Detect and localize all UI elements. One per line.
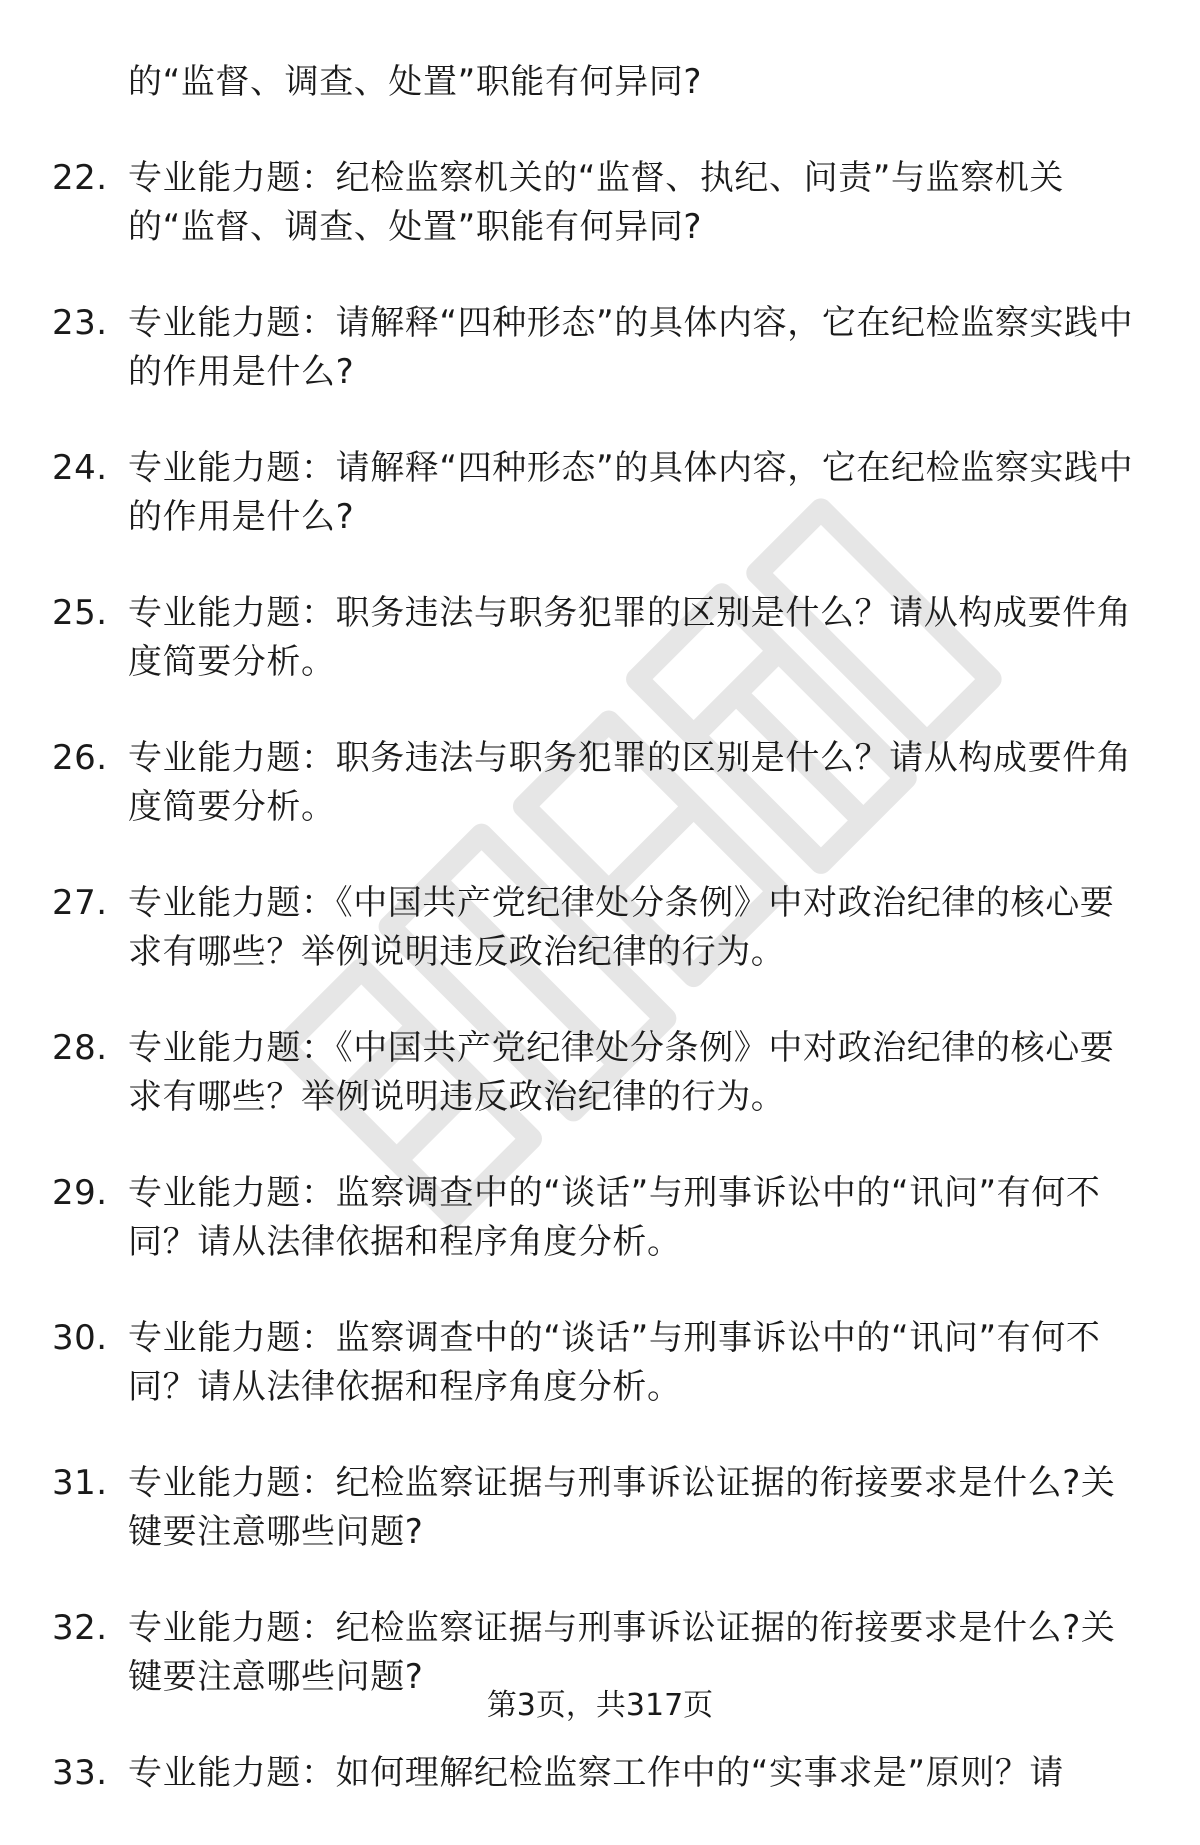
question-text: 的“监督、调查、处置”职能有何异同? — [128, 62, 703, 102]
question-text: 专业能力题：纪检监察机关的“监督、执纪、问责”与监察机关的“监督、调查、处置”职能有何异同? — [128, 158, 1065, 247]
question-item — [0, 1459, 1200, 1557]
question-text: 专业能力题：职务违法与职务犯罪的区别是什么？请从构成要件角度简要分析。 — [128, 738, 1132, 827]
question-item — [0, 154, 1200, 252]
question-item — [0, 1024, 1200, 1122]
question-number: 22. — [52, 158, 108, 198]
question-text: 专业能力题：职务违法与职务犯罪的区别是什么？请从构成要件角度简要分析。 — [128, 593, 1132, 682]
question-number: 29. — [52, 1173, 108, 1213]
question-text: 专业能力题：请解释“四种形态”的具体内容，它在纪检监察实践中的作用是什么? — [128, 448, 1134, 537]
question-item — [0, 299, 1200, 397]
question-text: 专业能力题：请解释“四种形态”的具体内容，它在纪检监察实践中的作用是什么? — [128, 303, 1134, 392]
question-number: 26. — [52, 738, 108, 778]
question-text: 专业能力题：《中国共产党纪律处分条例》中对政治纪律的核心要求有哪些？举例说明违反政治纪律的行为。 — [128, 1028, 1115, 1117]
question-item — [0, 1749, 1200, 1798]
question-list — [0, 58, 1200, 1845]
question-number: 28. — [52, 1028, 108, 1068]
question-number: 32. — [52, 1608, 108, 1648]
page-number: 第3页，共317页 — [486, 1688, 714, 1723]
question-text: 专业能力题：纪检监察证据与刑事诉讼证据的衔接要求是什么?关键要注意哪些问题? — [128, 1463, 1116, 1552]
question-item — [0, 589, 1200, 687]
question-item — [0, 1169, 1200, 1267]
question-number: 24. — [52, 448, 108, 488]
question-item — [0, 1314, 1200, 1412]
question-text: 专业能力题：如何理解纪检监察工作中的“实事求是”原则？请 — [128, 1753, 1065, 1793]
question-text: 专业能力题：纪检监察证据与刑事诉讼证据的衔接要求是什么?关键要注意哪些问题? — [128, 1608, 1116, 1697]
question-item — [0, 444, 1200, 542]
question-item — [0, 58, 1200, 107]
question-number: 25. — [52, 593, 108, 633]
question-item — [0, 879, 1200, 977]
question-number: 33. — [52, 1753, 108, 1793]
question-number: 31. — [52, 1463, 108, 1503]
question-text: 专业能力题：监察调查中的“谈话”与刑事诉讼中的“讯问”有何不同？请从法律依据和程序角度分析。 — [128, 1173, 1101, 1262]
question-number: 23. — [52, 303, 108, 343]
question-number: 27. — [52, 883, 108, 923]
question-text: 专业能力题：《中国共产党纪律处分条例》中对政治纪律的核心要求有哪些？举例说明违反政治纪律的行为。 — [128, 883, 1115, 972]
question-text: 专业能力题：监察调查中的“谈话”与刑事诉讼中的“讯问”有何不同？请从法律依据和程序角度分析。 — [128, 1318, 1101, 1407]
question-item — [0, 734, 1200, 832]
question-number: 30. — [52, 1318, 108, 1358]
